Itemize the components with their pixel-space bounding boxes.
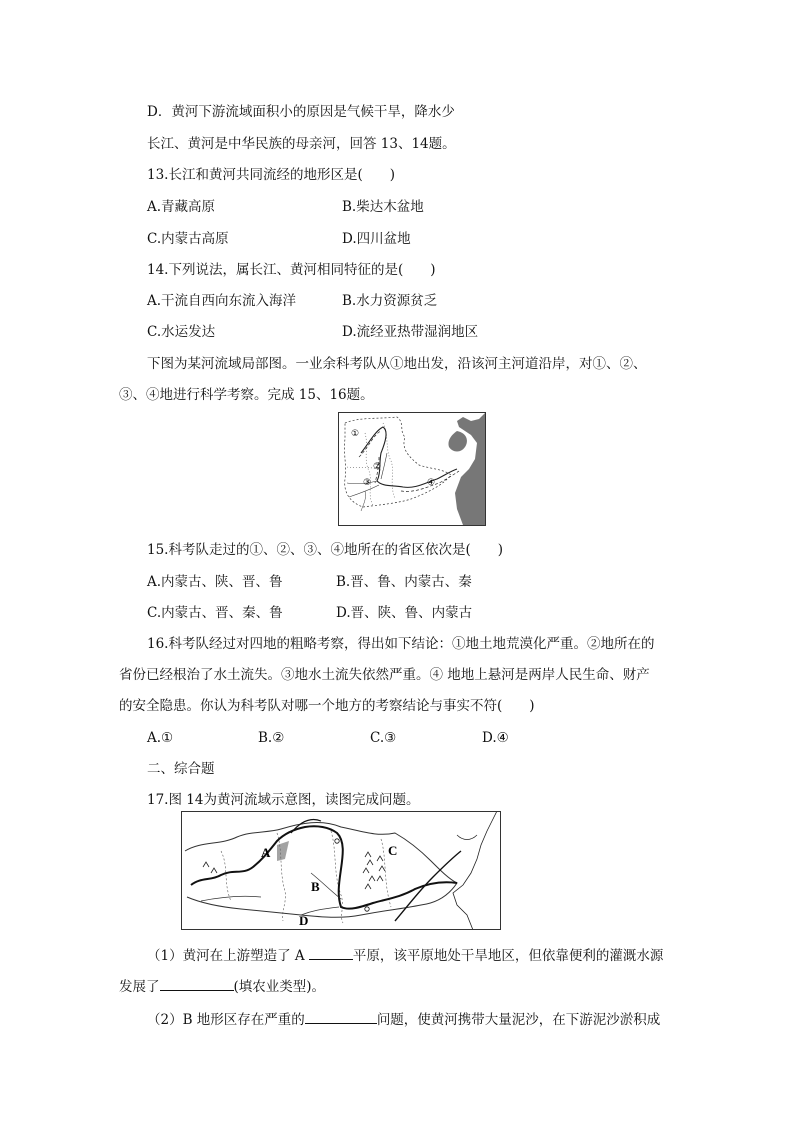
question-14: 14.下列说法，属长江、黄河相同特征的是( ): [147, 262, 436, 278]
label-d: D: [299, 913, 309, 928]
question-16-line2: 省份已经根治了水土流失。③地水土流失依然严重。④ 地地上悬河是两岸人民生命、财产: [119, 667, 650, 683]
blank-agriculture-type[interactable]: [160, 977, 234, 991]
question-17: 17.图 14为黄河流域示意图，读图完成问题。: [147, 792, 420, 808]
q16-option-d: D.④: [482, 730, 509, 746]
question-16-line3: 的安全隐患。你认为科考队对哪一个地方的考察结论与事实不符( ): [119, 698, 535, 714]
q17-2-suffix: 问题，使黄河携带大量泥沙，在下游泥沙淤积成: [376, 1012, 661, 1028]
yellow-river-map: [181, 811, 501, 930]
q17-1-prefix: （1）黄河在上游塑造了 A: [147, 948, 309, 964]
q17-2-prefix: （2）B 地形区存在严重的: [147, 1012, 305, 1028]
marker-3: ③: [363, 478, 372, 488]
label-a: A: [261, 845, 271, 860]
q15-option-a: A.内蒙古、陕、晋、鲁: [147, 574, 283, 590]
q17-1-middle: 平原，该平原地处干旱地区，但依靠便利的灌溉水源: [352, 948, 664, 964]
group-intro-13-14: 长江、黄河是中华民族的母亲河，回答 13、14题。: [147, 136, 456, 152]
question-17-1-line2: [119, 977, 325, 996]
q14-option-a: A.干流自西向东流入海洋: [147, 293, 297, 309]
label-b: B: [311, 879, 320, 894]
marker-2: ②: [373, 462, 382, 472]
q15-option-b: B.晋、鲁、内蒙古、秦: [336, 574, 472, 590]
q13-option-a: A.青藏高原: [147, 199, 216, 215]
q17-1b-suffix: (填农业类型)。: [233, 979, 326, 995]
marker-4: ④: [427, 478, 436, 488]
question-16-line1: 16.科考队经过对四地的粗略考察，得出如下结论：①地土地荒漠化严重。②地所在的: [147, 636, 655, 652]
section-heading: 二、综合题: [147, 761, 215, 777]
river-basin-map-svg: [339, 413, 485, 525]
yellow-river-map-svg: [181, 811, 501, 930]
question-15: 15.科考队走过的①、②、③、④地所在的省区依次是( ): [147, 542, 504, 558]
q15-option-c: C.内蒙古、晋、秦、鲁: [147, 605, 283, 621]
question-17-1-line1: [147, 946, 663, 965]
river-basin-map: [338, 412, 486, 526]
blank-a-plain[interactable]: [309, 946, 353, 960]
marker-1: ①: [351, 429, 360, 439]
label-c: C: [388, 843, 398, 858]
intro-15-16-line2: ③、④地进行科学考察。完成 15、16题。: [119, 387, 374, 403]
q14-option-d: D.流经亚热带湿润地区: [342, 324, 479, 340]
q13-option-c: C.内蒙古高原: [147, 231, 229, 247]
option-d-line: D．黄河下游流域面积小的原因是气候干旱，降水少: [147, 104, 455, 120]
q16-option-c: C.③: [370, 730, 397, 746]
q13-option-b: B.柴达木盆地: [342, 199, 424, 215]
q16-option-a: A.①: [147, 730, 174, 746]
q14-option-c: C.水运发达: [147, 324, 216, 340]
q15-option-d: D.晋、陕、鲁、内蒙古: [336, 605, 473, 621]
q13-option-d: D.四川盆地: [342, 231, 411, 247]
q16-option-b: B.②: [258, 730, 285, 746]
intro-15-16-line1: 下图为某河流域局部图。一业余科考队从①地出发，沿该河主河道沿岸，对①、②、: [147, 356, 647, 372]
blank-b-problem[interactable]: [305, 1010, 377, 1024]
q17-1b-prefix: 发展了: [119, 979, 160, 995]
q14-option-b: B.水力资源贫乏: [342, 293, 438, 309]
question-17-2: [147, 1010, 660, 1029]
question-13: 13.长江和黄河共同流经的地形区是( ): [147, 167, 396, 183]
